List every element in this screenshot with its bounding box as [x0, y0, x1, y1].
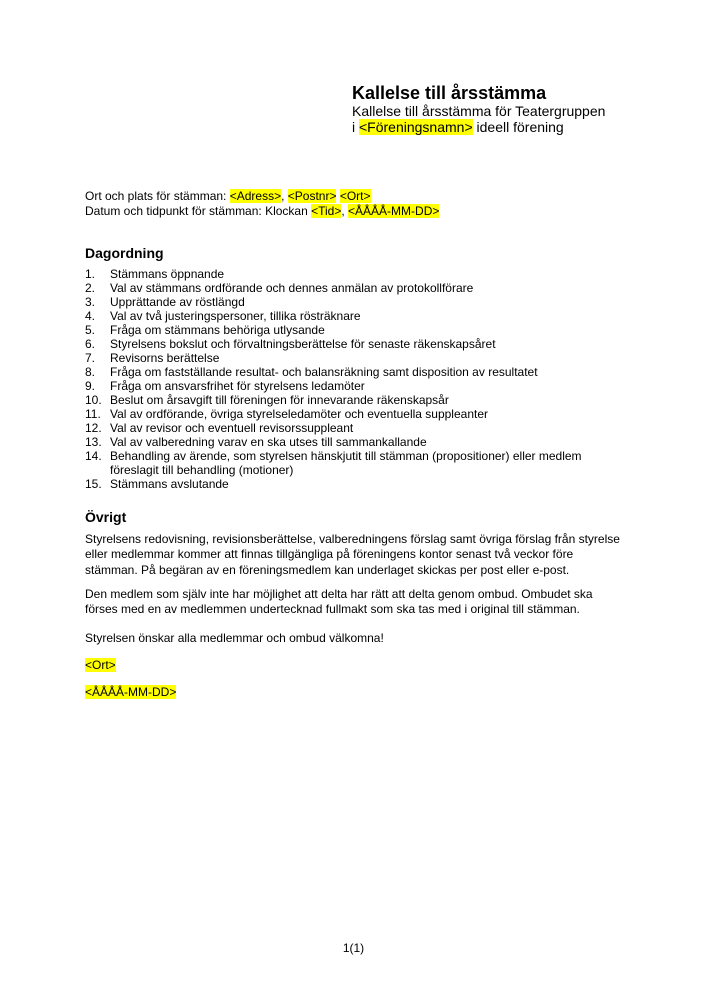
- foreningsnamn-placeholder[interactable]: <Föreningsnamn>: [359, 118, 473, 135]
- signoff-place-line: [85, 658, 628, 673]
- agenda-item: [85, 323, 628, 337]
- agenda-item-number: 9.: [85, 378, 96, 393]
- agenda-item-text: Revisorns berättelse: [110, 350, 220, 365]
- agenda-item-text: Fråga om fastställande resultat- och balansräkning samt disposition av resultatet: [110, 364, 538, 379]
- agenda-item: [85, 435, 628, 449]
- signoff-ort-placeholder[interactable]: <Ort>: [85, 658, 116, 673]
- agenda-item: [85, 295, 628, 309]
- agenda-item-number: 12.: [85, 420, 102, 435]
- tid-placeholder[interactable]: <Tid>: [311, 204, 342, 219]
- document-title: Kallelse till årsstämma: [352, 83, 547, 103]
- agenda-item-number: 1.: [85, 266, 96, 281]
- agenda-section: [85, 245, 628, 491]
- agenda-item: [85, 281, 628, 295]
- agenda-item-number: 8.: [85, 364, 96, 379]
- agenda-item-text: Val av valberedning varav en ska utses till sammankallande: [110, 434, 427, 449]
- agenda-item: [85, 351, 628, 365]
- agenda-item-text: Val av revisor och eventuell revisorssuppleant: [110, 420, 354, 435]
- page-number: 1(1): [342, 941, 365, 955]
- agenda-item-text: Fråga om stämmans behöriga utlysande: [110, 322, 325, 337]
- agenda-item: [85, 449, 628, 477]
- agenda-item-number: 15.: [85, 476, 102, 491]
- agenda-item-text: Stämmans öppnande: [110, 266, 225, 281]
- meeting-details: [85, 189, 628, 220]
- agenda-item: [85, 393, 628, 407]
- agenda-list: [85, 267, 628, 491]
- agenda-item-number: 13.: [85, 434, 102, 449]
- welcome-line: Styrelsen önskar alla medlemmar och ombud välkomna!: [85, 630, 384, 645]
- agenda-item-number: 14.: [85, 448, 102, 463]
- agenda-item-text: Styrelsens bokslut och förvaltningsberättelse för senaste räkenskapsåret: [110, 336, 496, 351]
- proxy-rules-paragraph: Den medlem som själv inte har möjlighet att delta har rätt att delta genom ombud. Ombudet ska förses med en av medlemmen undertecknad fullmakt som ska tas med i original till stämman.: [85, 587, 593, 617]
- meeting-datetime-line: [85, 204, 628, 219]
- text-run: ideell förening: [472, 118, 564, 135]
- agenda-item-text: Fråga om ansvarsfrihet för styrelsens ledamöter: [110, 378, 365, 393]
- document-subtitle-line1: Kallelse till årsstämma för Teatergruppen: [352, 103, 606, 119]
- agenda-item-text: Beslut om årsavgift till föreningen för innevarande räkenskapsår: [110, 392, 449, 407]
- agenda-item: [85, 379, 628, 393]
- agenda-item-number: 4.: [85, 308, 96, 323]
- signoff-datum-placeholder[interactable]: <ÅÅÅÅ-MM-DD>: [85, 684, 177, 699]
- agenda-item-number: 5.: [85, 322, 96, 337]
- text-run: Ort och plats för stämman:: [85, 189, 230, 203]
- agenda-item-number: 6.: [85, 336, 96, 351]
- adress-placeholder[interactable]: <Adress>: [229, 189, 282, 203]
- agenda-item: [85, 407, 628, 421]
- other-heading: Övrigt: [85, 508, 127, 525]
- document-header: [352, 0, 628, 135]
- agenda-heading: Dagordning: [85, 244, 164, 261]
- text-run: Datum och tidpunkt för stämman: Klockan: [85, 204, 312, 219]
- other-section: [85, 509, 628, 700]
- agenda-item-text: Stämmans avslutande: [110, 476, 229, 491]
- agenda-item-number: 11.: [85, 406, 101, 421]
- agenda-item-text: Val av stämmans ordförande och dennes anmälan av protokollförare: [110, 280, 474, 295]
- document-content: [85, 0, 628, 700]
- ort-placeholder[interactable]: <Ort>: [339, 189, 371, 203]
- agenda-item: [85, 337, 628, 351]
- agenda-item-text: Behandling av ärende, som styrelsen hänskjutit till stämman (propositioner) eller medlem föreslagit till behandling (motioner): [110, 448, 582, 477]
- agenda-item-number: 10.: [85, 392, 102, 407]
- postnr-placeholder[interactable]: <Postnr>: [287, 189, 337, 203]
- text-run: ,: [341, 204, 349, 219]
- meeting-location-line: [85, 189, 628, 204]
- agenda-item-text: Val av två justeringspersoner, tillika rösträknare: [110, 308, 361, 323]
- document-subtitle-line2: [352, 120, 628, 136]
- agenda-item: [85, 421, 628, 435]
- agenda-item-text: Val av ordförande, övriga styrelseledamöter och eventuella suppleanter: [110, 406, 488, 421]
- text-run: ,: [281, 189, 288, 203]
- agenda-item-number: 2.: [85, 280, 96, 295]
- datum-placeholder[interactable]: <ÅÅÅÅ-MM-DD>: [348, 204, 440, 219]
- agenda-item: [85, 477, 628, 491]
- agenda-item: [85, 267, 628, 281]
- agenda-item-text: Upprättande av röstlängd: [110, 294, 245, 309]
- signoff-date-line: [85, 685, 628, 700]
- text-run: i: [352, 118, 359, 135]
- agenda-item: [85, 365, 628, 379]
- documents-availability-paragraph: Styrelsens redovisning, revisionsberättelse, valberedningens förslag samt övriga förslag från styrelse eller medlemmar kommer att finnas tillgängliga på föreningens kontor senast två veckor före stämman. På begäran av en föreningsmedlem kan underlaget skickas per post eller e-post.: [85, 531, 620, 577]
- agenda-item-number: 3.: [85, 294, 96, 309]
- agenda-item: [85, 309, 628, 323]
- agenda-item-number: 7.: [85, 350, 96, 365]
